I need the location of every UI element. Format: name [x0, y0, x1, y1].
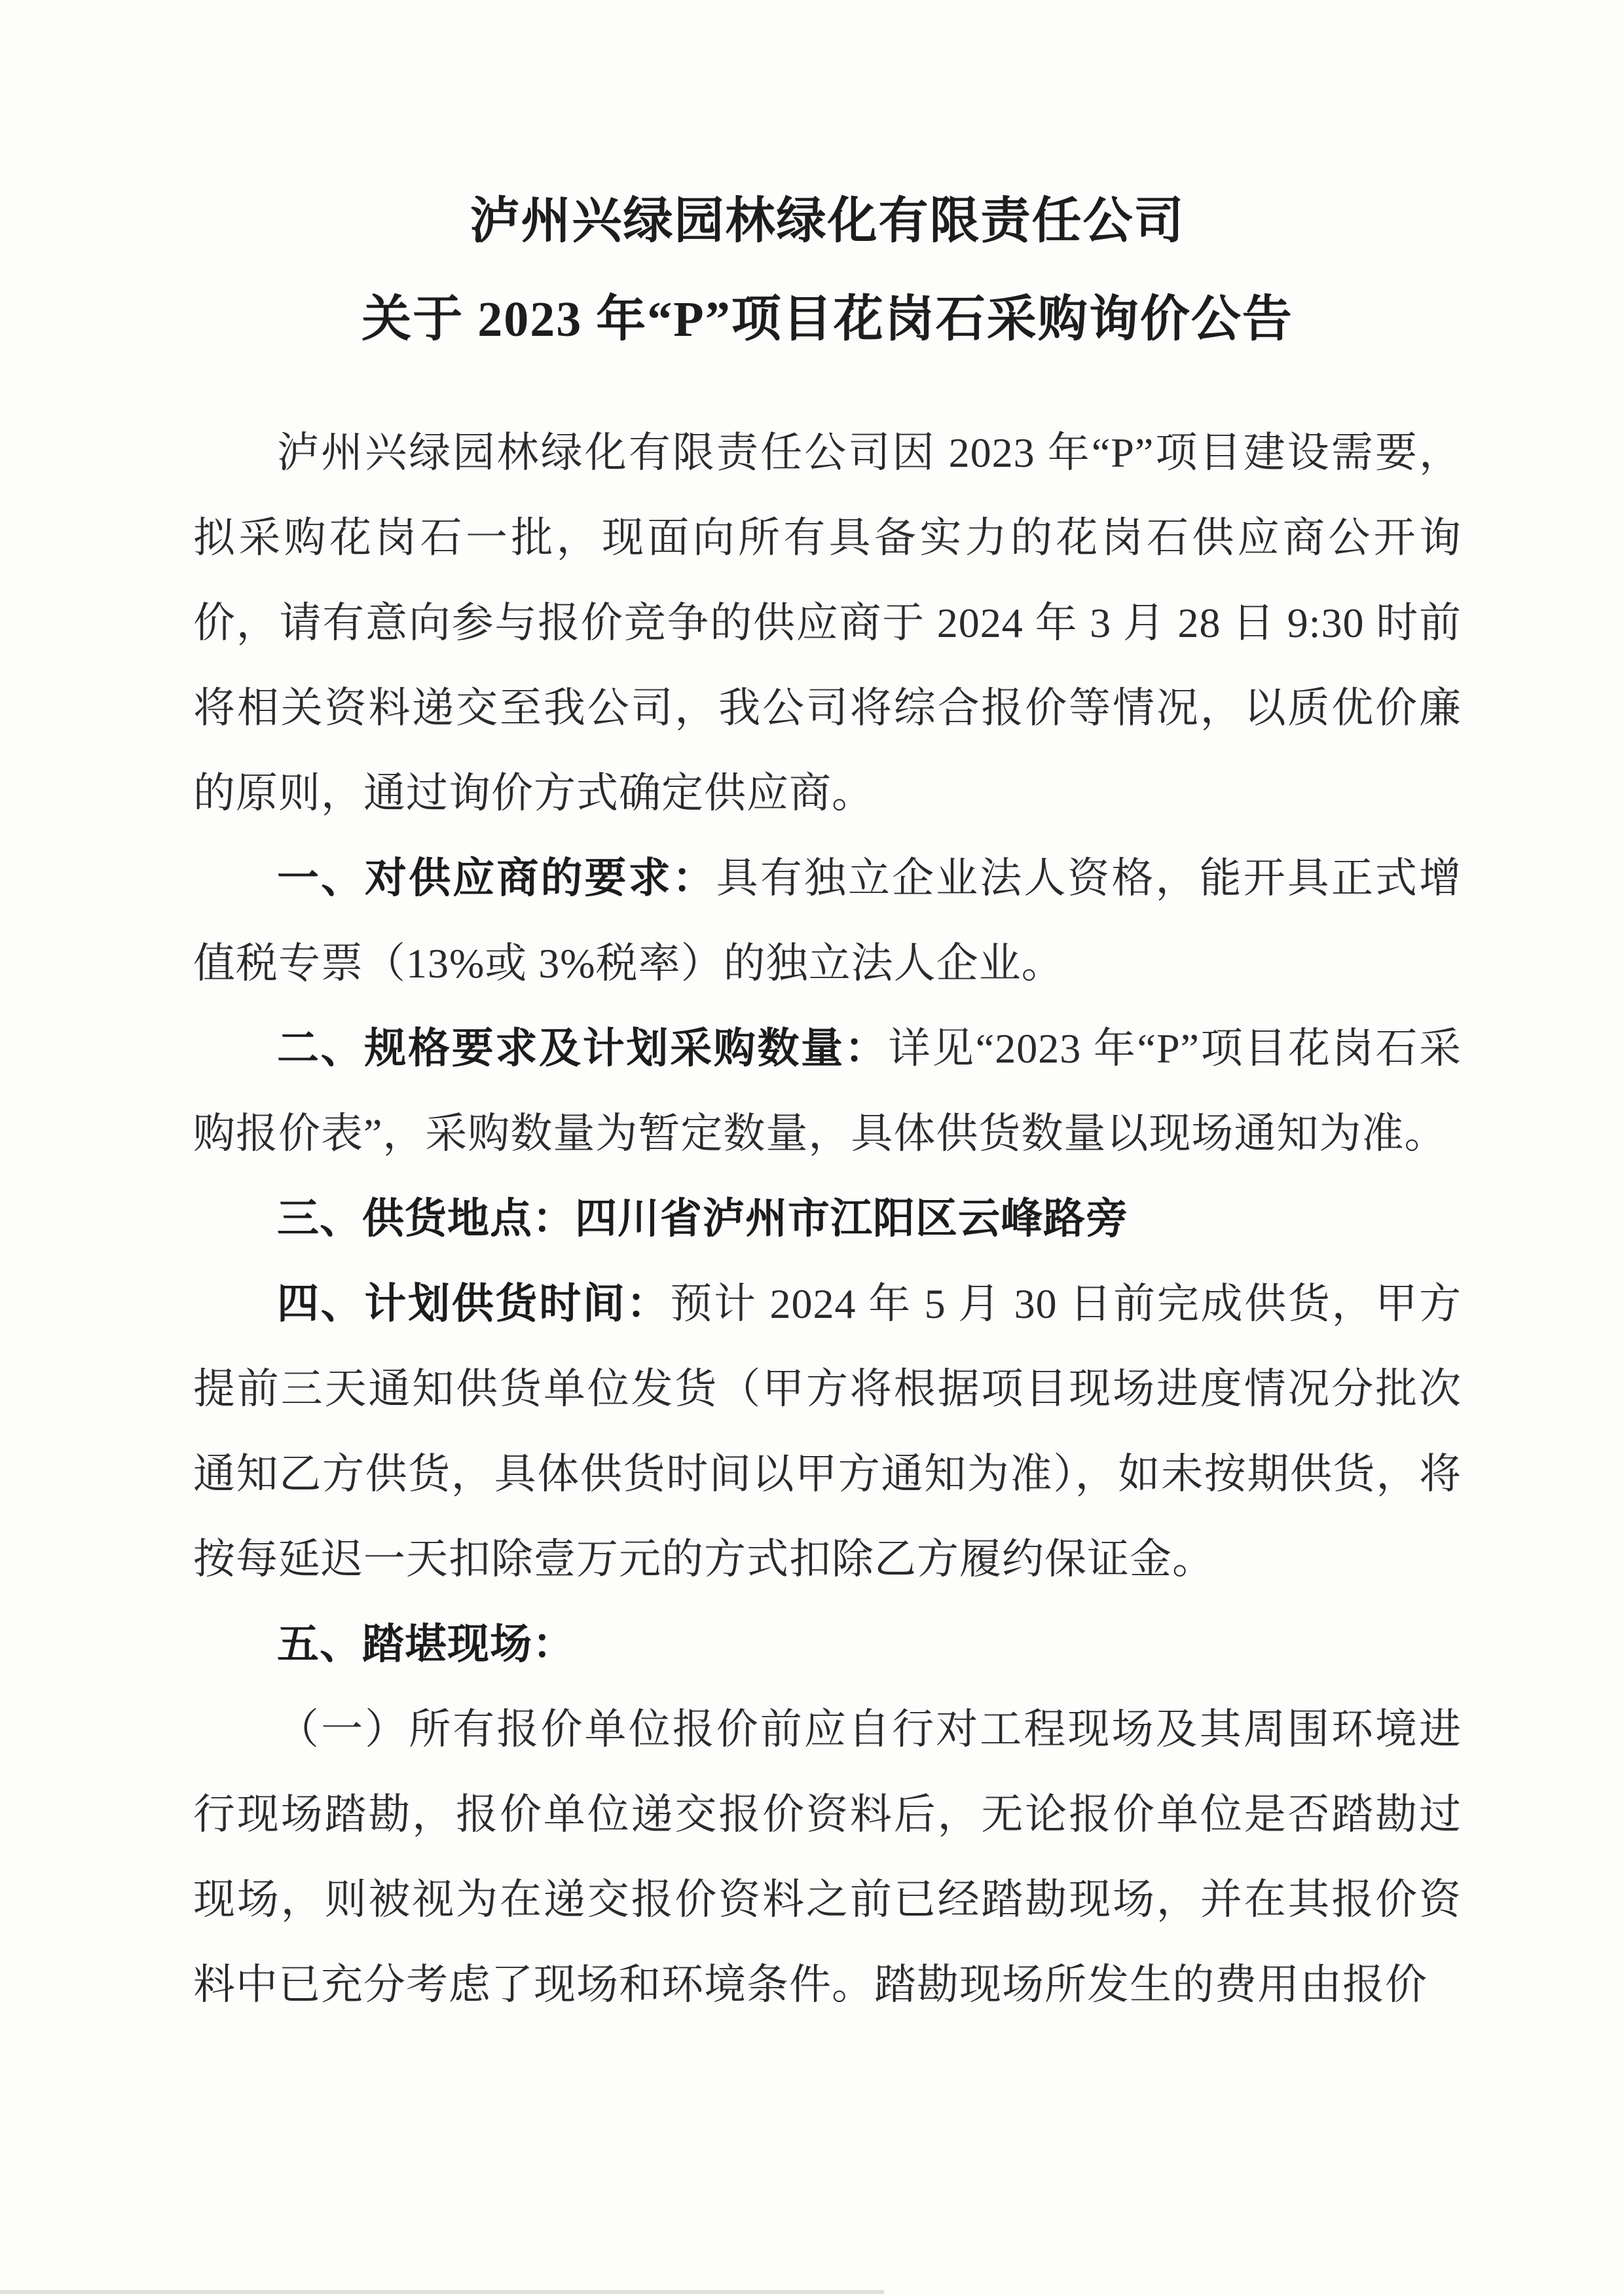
document-title-line-2: 关于 2023 年“P”项目花岗石采购询价公告 — [361, 292, 1293, 347]
paragraph-section-1-supplier-requirements — [193, 836, 1462, 1006]
paragraph-site-visit-item-1 — [193, 1687, 1462, 2028]
section-3-heading: 三、供货地点：四川省泸州市江阳区云峰路旁 — [277, 1195, 1128, 1242]
section-1-heading: 一、对供应商的要求： — [277, 855, 716, 902]
document-title-block — [193, 172, 1462, 369]
section-5-heading: 五、踏堪现场： — [277, 1621, 575, 1667]
paragraph-text: 具有独立企业法人资格，能开具正式增值税专票（13%或 3%税率）的独立法人企业。 — [193, 855, 1462, 987]
paragraph-text: 预计 2024 年 5 月 30 日前完成供货，甲方提前三天通知供货单位发货（甲方将根据项目现场进度情况分批次通知乙方供货，具体供货时间以甲方通知为准），如未按期供货，将按每延迟一天扣除壹万元的方式扣除乙方履约保证金。 — [193, 1281, 1462, 1582]
paragraph-text: （一）所有报价单位报价前应自行对工程现场及其周围环境进行现场踏勘，报价单位递交报价资料后，无论报价单位是否踏勘过现场，则被视为在递交报价资料之前已经踏勘现场，并在其报价资料中已充分考虑了现场和环境条件。踏勘现场所发生的费用由报价 — [193, 1706, 1462, 2008]
document-title-line-1: 泸州兴绿园林绿化有限责任公司 — [470, 194, 1185, 249]
section-4-heading: 四、计划供货时间： — [277, 1281, 671, 1327]
paragraph-section-3-delivery-location — [193, 1176, 1462, 1262]
document-body — [193, 410, 1462, 2028]
paragraph-section-4-delivery-schedule — [193, 1262, 1462, 1602]
paragraph-intro — [193, 410, 1462, 836]
paragraph-section-5-site-visit — [193, 1602, 1462, 1687]
section-2-heading: 二、规格要求及计划采购数量： — [277, 1025, 889, 1072]
paragraph-section-2-specs-quantity — [193, 1006, 1462, 1176]
paragraph-text: 详见“2023 年“P”项目花岗石采购报价表”，采购数量为暂定数量，具体供货数量以现场通知为准。 — [193, 1025, 1462, 1157]
paragraph-text: 泸州兴绿园林绿化有限责任公司因 2023 年“P”项目建设需要，拟采购花岗石一批，现面向所有具备实力的花岗石供应商公开询价，请有意向参与报价竞争的供应商于 2024 年 3 月 28 日 9:30 时前将相关资料递交至我公司，我公司将综合报价等情况，以质优价廉的原则，通过询价方式确定供应商。 — [193, 429, 1462, 816]
scan-edge-artifact — [0, 2290, 884, 2294]
